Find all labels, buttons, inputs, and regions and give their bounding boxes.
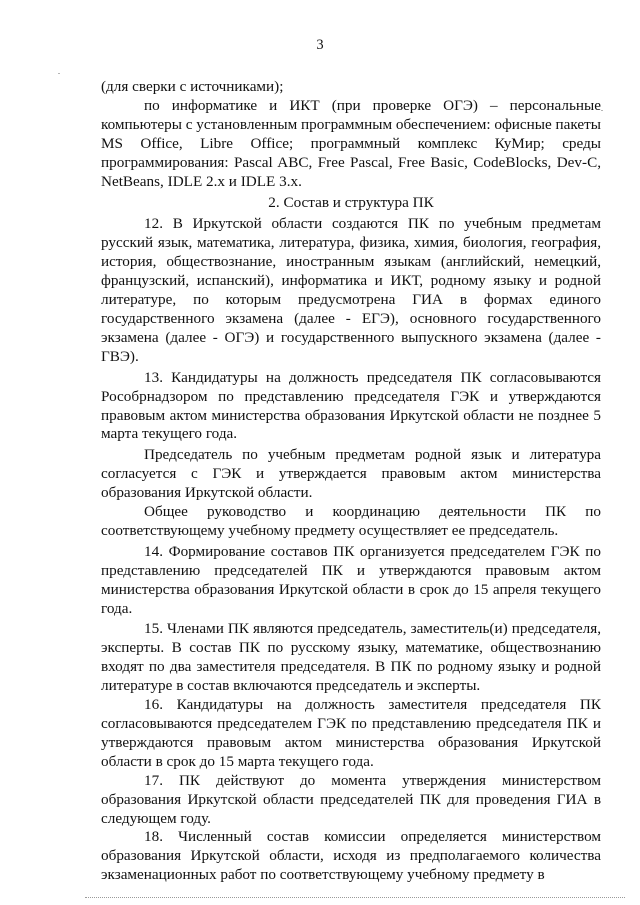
paragraph-13-general-management: Общее руководство и координацию деятельности ПК по соответствующему учебному предмету осуществляет ее председатель. xyxy=(101,503,601,539)
paragraph-13-chair-native-language: Председатель по учебным предметам родной язык и литература согласуется с ГЭК и утверждается правовым актом министерства образования Иркутской области. xyxy=(101,446,601,502)
paragraph-continuation: (для сверки с источниками); xyxy=(101,78,284,95)
paragraph-15: 15. Членами ПК являются председатель, заместитель(и) председателя, эксперты. В состав ПК по русскому языку, математике, обществознанию входят по два заместителя председателя. В ПК по родному языку и родной литературе в состав включаются председатель и эксперты. xyxy=(101,620,601,695)
paragraph-12: 12. В Иркутской области создаются ПК по учебным предметам русский язык, математика, литература, физика, химия, биология, география, история, обществознание, иностранным языкам (английский, немецкий, французский, испанский), информатика и ИКТ, родному языку и родной литературе, по которым предусмотрена ГИА в формах единого государственного экзамена (далее - ЕГЭ), основного государственного экзамена (далее - ОГЭ) и государственного выпускного экзамена (далее - ГВЭ). xyxy=(101,215,601,365)
section-heading: 2. Состав и структура ПК xyxy=(268,194,434,212)
paragraph-17: 17. ПК действуют до момента утверждения министерством образования Иркутской области председателей ПК для проведения ГИА в следующем году. xyxy=(101,771,601,827)
paragraph-13: 13. Кандидатуры на должность председателя ПК согласовываются Рособрнадзором по представлению председателя ГЭК и утверждаются правовым актом министерства образования Иркутской области не позднее 5 марта текущего года. xyxy=(101,368,601,443)
paragraph-18: 18. Численный состав комиссии определяется министерством образования Иркутской области, исходя из предполагаемого количества экзаменационных работ по соответствующему учебному предмету в xyxy=(101,828,601,884)
page-number: 3 xyxy=(316,37,324,53)
paragraph-informatics-equipment: по информатике и ИКТ (при проверке ОГЭ) – персональные компьютеры с установленным программным обеспечением: офисные пакеты MS Office, Libre Office; программный комплекс КуМир; среды программирования: Pascal ABC, Free Pascal, Free Basic, CodeBlocks, Dev-C, NetBeans, IDLE 2.x и IDLE 3.x. xyxy=(101,96,601,190)
scan-artifact-dot xyxy=(601,110,603,111)
scan-artifact-line xyxy=(85,897,625,899)
paragraph-16: 16. Кандидатуры на должность заместителя председателя ПК согласовываются председателем ГЭК по представлению председателя ПК и утверждаются правовым актом министерства образования Иркутской области в срок до 15 марта текущего года. xyxy=(101,696,601,770)
paragraph-14: 14. Формирование составов ПК организуется председателем ГЭК по представлению председателей ПК и утверждаются правовым актом министерства образования Иркутской области в срок до 15 апреля текущего года. xyxy=(101,542,601,617)
document-body xyxy=(101,78,601,885)
scan-artifact-dot xyxy=(58,73,60,74)
